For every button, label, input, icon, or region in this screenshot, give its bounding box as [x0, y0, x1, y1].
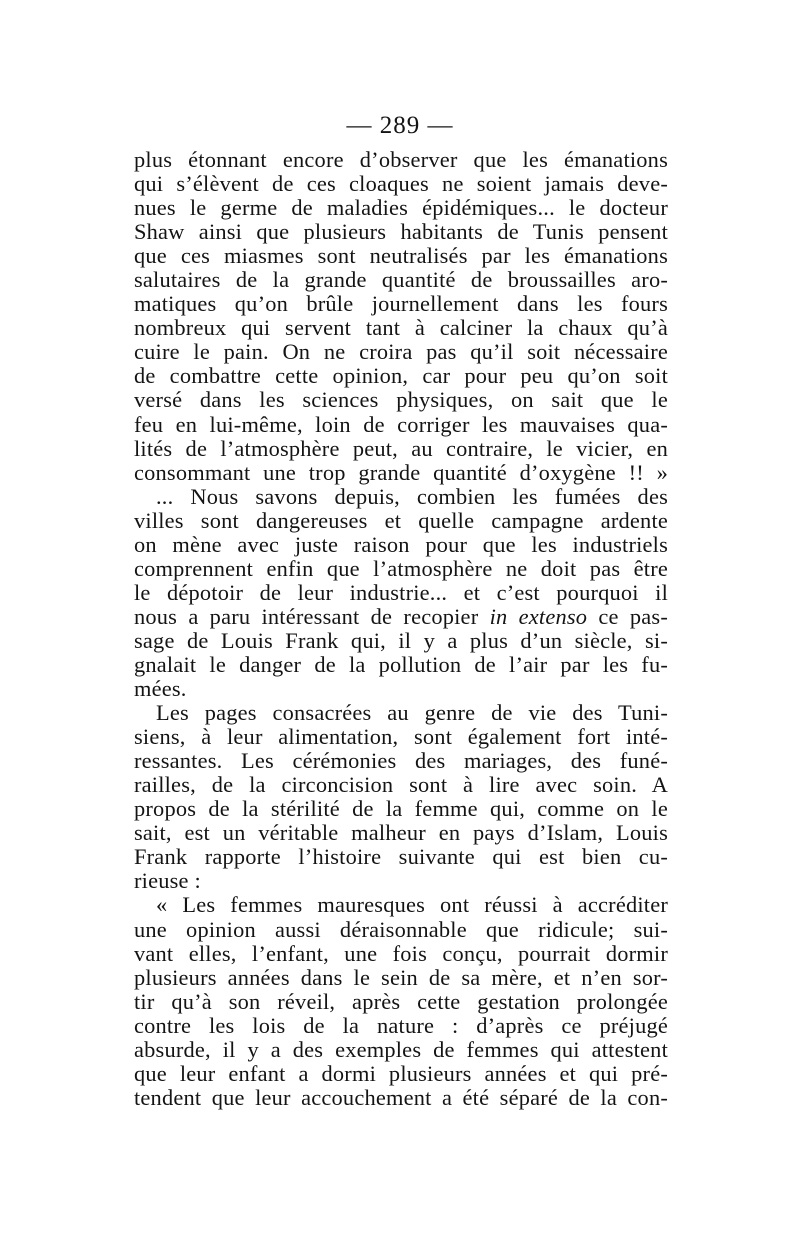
text-line: versé dans les sciences physiques, on sait que le — [134, 387, 668, 413]
text-line: tendent que leur accouchement a été séparé de la con- — [134, 1084, 668, 1110]
text-line: Les pages consacrées au genre de vie des Tuni- — [156, 700, 668, 726]
text-line: que ces miasmes sont neutralisés par les émanations — [134, 243, 668, 269]
text-line: que leur enfant a dormi plusieurs années et qui pré- — [134, 1060, 668, 1086]
text-line: une opinion aussi déraisonnable que ridicule; sui- — [134, 916, 668, 942]
text-line: rieuse : — [134, 868, 201, 894]
text-line: consommant une trop grande quantité d’oxygène !! » — [134, 459, 668, 485]
body-text — [134, 148, 668, 1110]
text-line: plus étonnant encore d’observer que les émanations — [134, 147, 668, 172]
text-line: Frank rapporte l’histoire suivante qui est bien cu- — [134, 844, 668, 870]
page-number: — 289 — — [346, 112, 454, 139]
text-line: feu en lui-même, loin de corriger les mauvaises qua- — [134, 411, 668, 437]
text-line: matiques qu’on brûle journellement dans les fours — [134, 291, 668, 317]
text-line: lités de l’atmosphère peut, au contraire, le vicier, en — [134, 435, 668, 461]
text-line: vant elles, l’enfant, une fois conçu, pourrait dormir — [134, 940, 668, 966]
text-line: comprennent enfin que l’atmosphère ne doit pas être — [134, 555, 668, 581]
text-line: on mène avec juste raison pour que les industriels — [134, 531, 668, 557]
text-line: absurde, il y a des exemples de femmes qui attestent — [134, 1036, 668, 1062]
text-line: ... Nous savons depuis, combien les fumées des — [156, 483, 668, 509]
text-line: propos de la stérilité de la femme qui, comme on le — [134, 796, 668, 822]
text-line: railles, de la circoncision sont à lire avec soin. A — [134, 772, 668, 798]
text-line: le dépotoir de leur industrie... et c’est pourquoi il — [134, 579, 668, 605]
text-line: nues le germe de maladies épidémiques... le docteur — [134, 195, 668, 221]
text-line: gnalait le danger de la pollution de l’air par les fu- — [134, 651, 668, 677]
text-line: sait, est un véritable malheur en pays d’Islam, Louis — [134, 820, 668, 846]
text-line: nombreux qui servent tant à calciner la chaux qu’à — [134, 315, 668, 341]
text-line: mées. — [134, 676, 187, 702]
text-line: contre les lois de la nature : d’après ce préjugé — [134, 1012, 668, 1038]
text-line: Shaw ainsi que plusieurs habitants de Tunis pensent — [134, 219, 668, 245]
text-line: ressantes. Les cérémonies des mariages, des funé- — [134, 748, 668, 774]
text-line: siens, à leur alimentation, sont également fort inté- — [134, 724, 668, 750]
text-line: nous a paru intéressant de recopier in extenso ce pas- — [134, 603, 668, 629]
text-line: cuire le pain. On ne croira pas qu’il soit nécessaire — [134, 339, 668, 365]
text-line: villes sont dangereuses et quelle campagne ardente — [134, 507, 668, 533]
text-line: de combattre cette opinion, car pour peu qu’on soit — [134, 363, 668, 389]
text-line: qui s’élèvent de ces cloaques ne soient jamais deve- — [134, 171, 668, 197]
text-line: sage de Louis Frank qui, il y a plus d’un siècle, si- — [134, 627, 668, 653]
text-line: « Les femmes mauresques ont réussi à accréditer — [156, 892, 668, 918]
text-line: tir qu’à son réveil, après cette gestation prolongée — [134, 988, 668, 1014]
text-line: salutaires de la grande quantité de broussailles aro- — [134, 267, 668, 293]
text-line: plusieurs années dans le sein de sa mère, et n’en sor- — [134, 964, 668, 990]
